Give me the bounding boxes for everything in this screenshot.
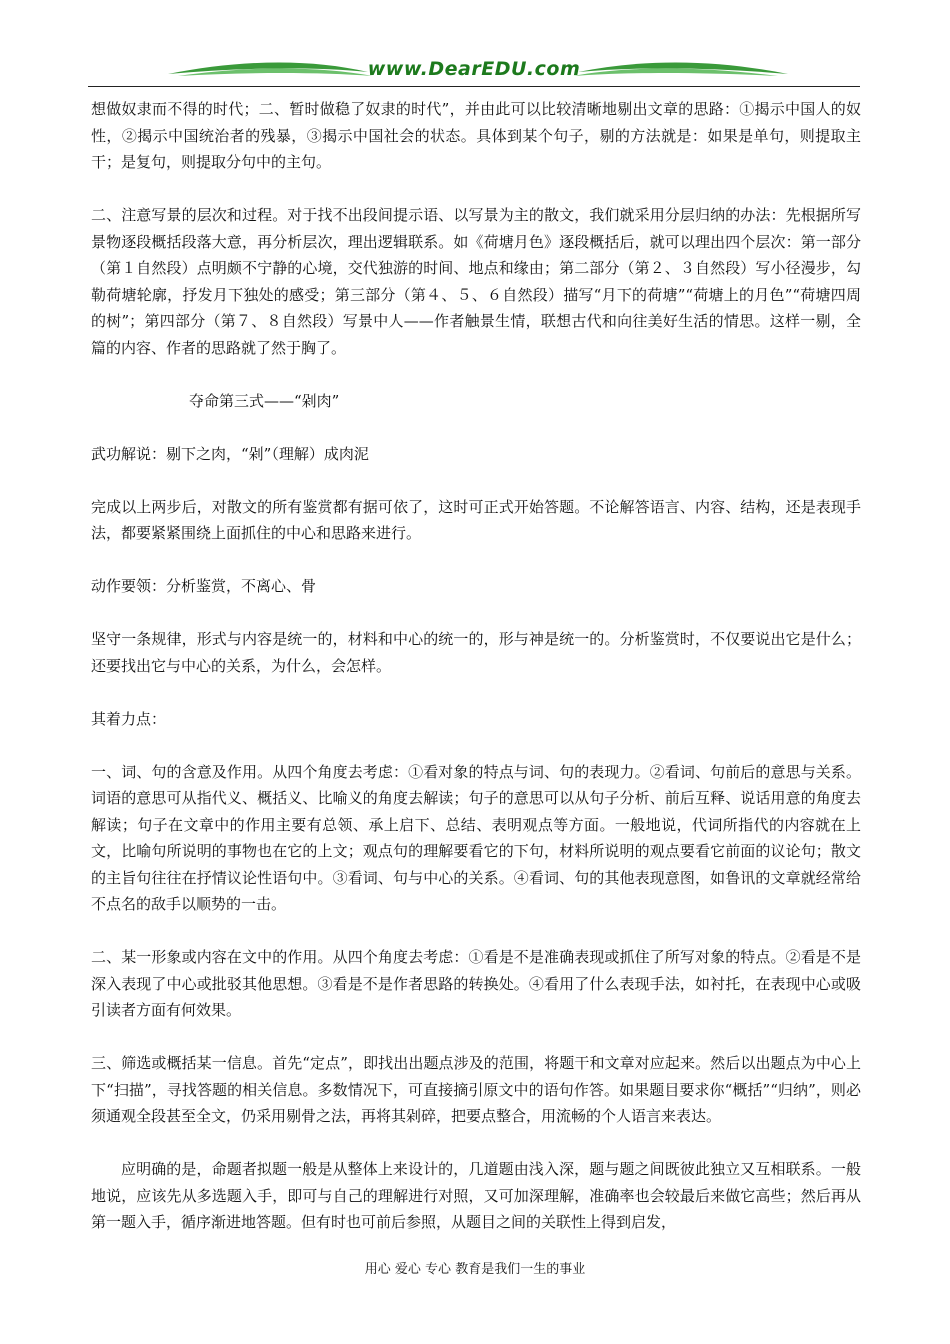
paragraph: 武功解说：剔下之肉，“剁”（理解）成肉泥 xyxy=(91,444,369,463)
paragraph: 其着力点： xyxy=(91,709,167,728)
paragraph: 坚守一条规律，形式与内容是统一的，材料和中心的统一的，形与神是统一的。分析鉴赏时，不仅要说出它是什么；还要找出它与中心的关系，为什么，会怎样。 xyxy=(91,630,861,675)
paragraph: 动作要领：分析鉴赏，不离心、骨 xyxy=(91,577,317,595)
site-logo-text: www.DearEDU.com xyxy=(367,58,581,80)
paragraph: 二、某一形象或内容在文中的作用。从四个角度去考虑：①看是不是准确表现或抓住了所写对象的特点。②看是不是深入表现了中心或批驳其他思想。③看是不是作者思路的转换处。④看用了什么表现手法，如衬托，在表现中心或吸引读者方面有何效果。 xyxy=(91,948,861,1019)
page-footer: 用心 爱心 专心 教育是我们一生的事业 xyxy=(364,1262,586,1277)
paragraph: 应明确的是，命题者拟题一般是从整体上来设计的，几道题由浅入深，题与题之间既彼此独立又互相联系。一般地说，应该先从多选题入手，即可与自己的理解进行对照，又可加深理解，准确率也会较最后来做它高些；然后再从第一题入手，循序渐进地答题。但有时也可前后参照，从题目之间的关联性上得到启发， xyxy=(91,1160,861,1231)
header-rule xyxy=(88,86,860,87)
paragraph: 三、筛选或概括某一信息。首先“定点”，即找出出题点涉及的范围，将题干和文章对应起来。然后以出题点为中心上下“扫描”，寻找答题的相关信息。多数情况下，可直接摘引原文中的语句作答。如果题目要求你“概括”“归纳”，则必须通观全段甚至全文，仍采用剔骨之法，再将其剁碎，把要点整合，用流畅的个人语言来表达。 xyxy=(91,1054,861,1125)
site-header xyxy=(88,52,860,90)
paragraph: 二、注意写景的层次和过程。对于找不出段间提示语、以写景为主的散文，我们就采用分层归纳的办法：先根据所写景物逐段概括段落大意，再分析层次，理出逻辑联系。如《荷塘月色》逐段概括后，就可以理出四个层次：第一部分（第１自然段）点明颇不宁静的心境，交代独游的时间、地点和缘由；第二部分（第２、３自然段）写小径漫步，勾勒荷塘轮廓，抒发月下独处的感受；第三部分（第４、５、６自然段）描写“月下的荷塘”“荷塘上的月色”“荷塘四周的树”；第四部分（第７、８自然段）写景中人——作者触景生情，联想古代和向往美好生活的情思。这样一剔，全篇的内容、作者的思路就了然于胸了。 xyxy=(91,206,861,357)
paragraph: 想做奴隶而不得的时代；二、暂时做稳了奴隶的时代”，并由此可以比较清晰地剔出文章的思路：①揭示中国人的奴性，②揭示中国统治者的残暴，③揭示中国社会的状态。具体到某个句子，剔的方法就是：如果是单句，则提取主干；是复句，则提取分句中的主句。 xyxy=(91,100,861,171)
section-title: 夺命第三式——“剁肉” xyxy=(189,391,340,410)
paragraph: 一、词、句的含意及作用。从四个角度去考虑：①看对象的特点与词、句的表现力。②看词、句前后的意思与关系。词语的意思可从指代义、概括义、比喻义的角度去解读；句子的意思可以从句子分析、前后互释、说话用意的角度去解读；句子在文章中的作用主要有总领、承上启下、总结、表明观点等方面。一般地说，代词所指代的内容就在上文，比喻句所说明的事物也在它的上文；观点句的理解要看它的下句，材料所说明的观点要看它前面的议论句；散文的主旨句往往在抒情议论性语句中。③看词、句与中心的关系。④看词、句的其他表现意图，如鲁讯的文章就经常给不点名的敌手以顺势的一击。 xyxy=(91,762,861,913)
document-body xyxy=(91,96,861,1236)
paragraph: 完成以上两步后，对散文的所有鉴赏都有据可依了，这时可正式开始答题。不论解答语言、内容、结构，还是表现手法，都要紧紧围绕上面抓住的中心和思路来进行。 xyxy=(91,497,861,542)
